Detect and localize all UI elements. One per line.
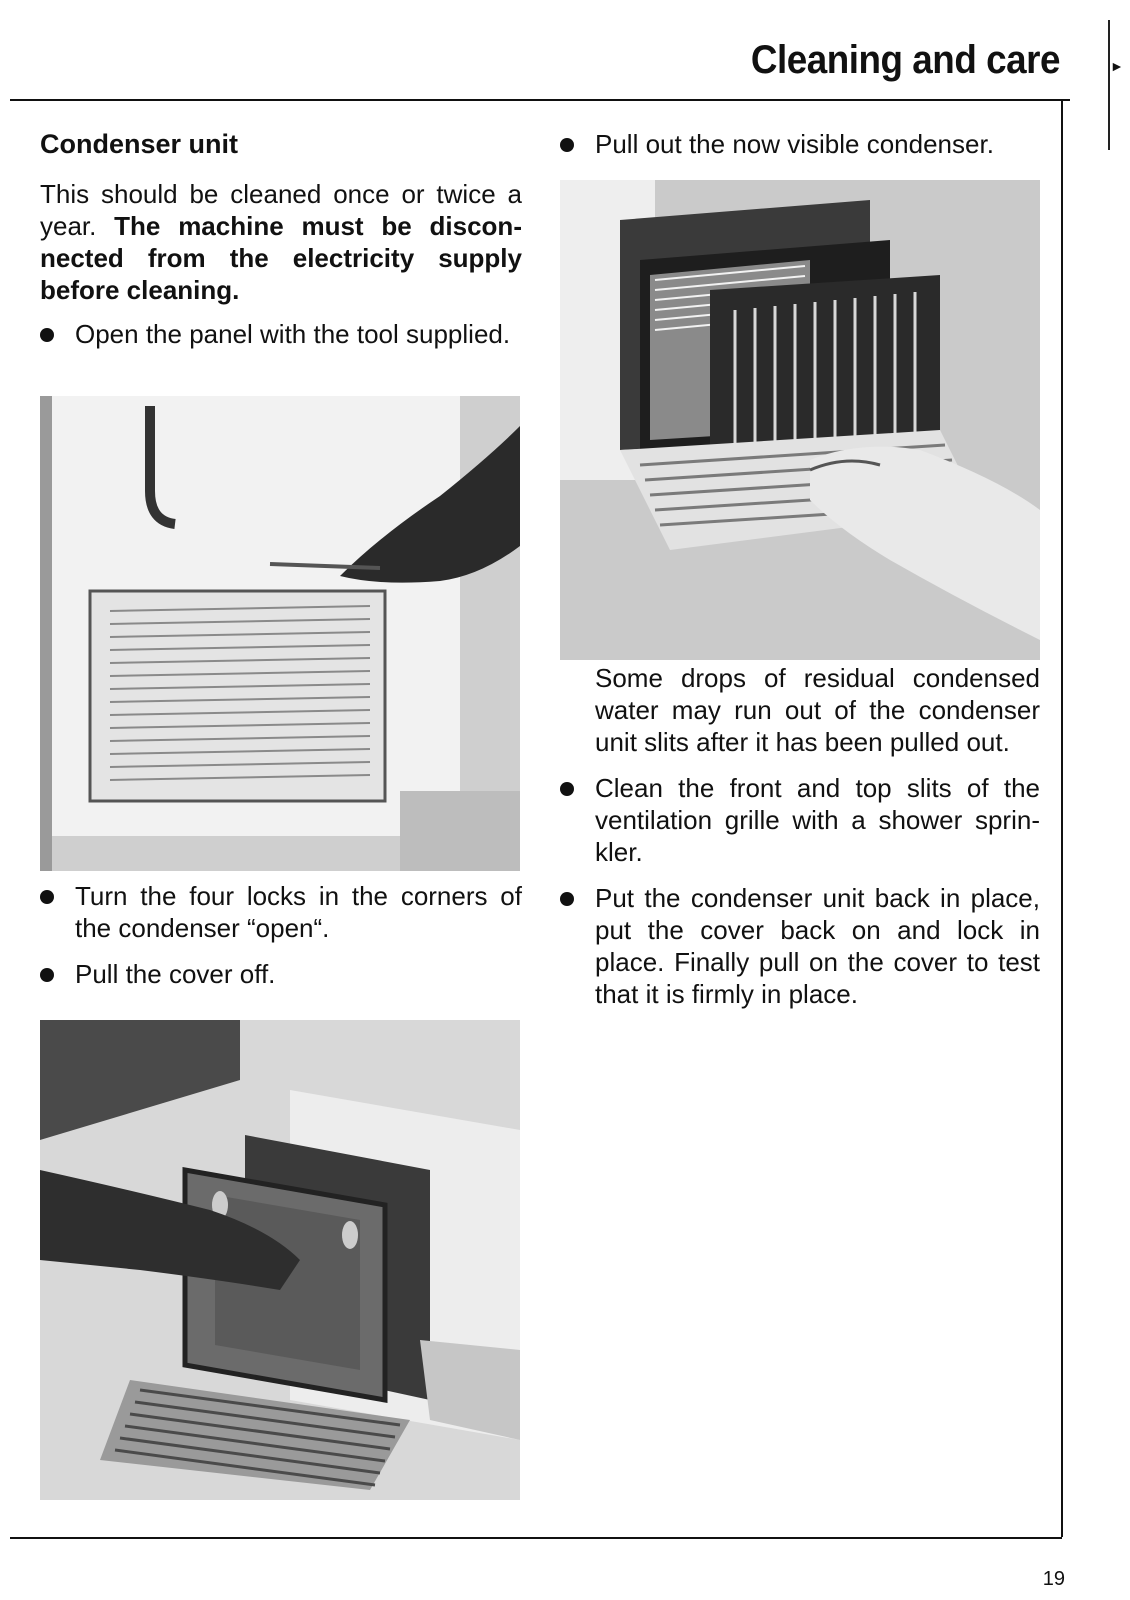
margin-tab-icon: ► — [1110, 58, 1124, 74]
margin-mark — [1108, 20, 1110, 150]
bullet-icon — [560, 892, 574, 906]
bullet-icon — [40, 968, 54, 982]
page-title: Cleaning and care — [750, 38, 1060, 82]
list-item — [560, 772, 1040, 868]
bullet-icon — [560, 138, 574, 152]
photo-open-panel — [40, 396, 520, 871]
bullet-text: Open the panel with the tool supplied. — [75, 319, 511, 349]
page-number: 19 — [1042, 1568, 1065, 1590]
note-paragraph: Some drops of residual condensed water may run out of the condenser unit slits after it has been pulled out. — [595, 663, 1040, 757]
list-item — [40, 880, 522, 944]
bullet-icon — [560, 782, 574, 796]
intro-plain-text: This should be cleaned once or twice a year. — [40, 179, 522, 241]
bullet-text: Pull the cover off. — [75, 959, 276, 989]
header-rule — [10, 99, 1070, 101]
right-column-bottom — [560, 662, 1040, 1024]
photo-pull-cover — [40, 1020, 520, 1500]
footer-rule — [10, 1537, 1062, 1539]
list-item — [40, 958, 522, 990]
list-item — [560, 882, 1040, 1010]
list-item — [560, 128, 1040, 160]
bullet-text: Clean the front and top slits of the ventilation grille with a shower sprinkler. — [595, 773, 1040, 867]
left-column-middle — [40, 880, 522, 1004]
right-border-rule — [1061, 99, 1063, 1537]
left-column-top — [40, 128, 522, 364]
bullet-icon — [40, 328, 54, 342]
bullet-text: Put the condenser unit back in place, put the cover back on and lock in place. Finally pull on the cover to test that it is firmly in place. — [595, 883, 1040, 1009]
section-heading: Condenser unit — [40, 129, 239, 159]
bullet-text: Turn the four locks in the corners of the condenser “open“. — [75, 881, 522, 943]
intro-warning-text: The machine must be disconnected from the electricity supply before cleaning. — [40, 211, 522, 305]
right-column-top — [560, 128, 1040, 174]
bullet-text: Pull out the now visible condenser. — [595, 129, 994, 159]
list-item — [40, 318, 522, 350]
intro-paragraph — [40, 178, 522, 306]
bullet-icon — [40, 890, 54, 904]
photo-pull-out-condenser — [560, 180, 1040, 660]
